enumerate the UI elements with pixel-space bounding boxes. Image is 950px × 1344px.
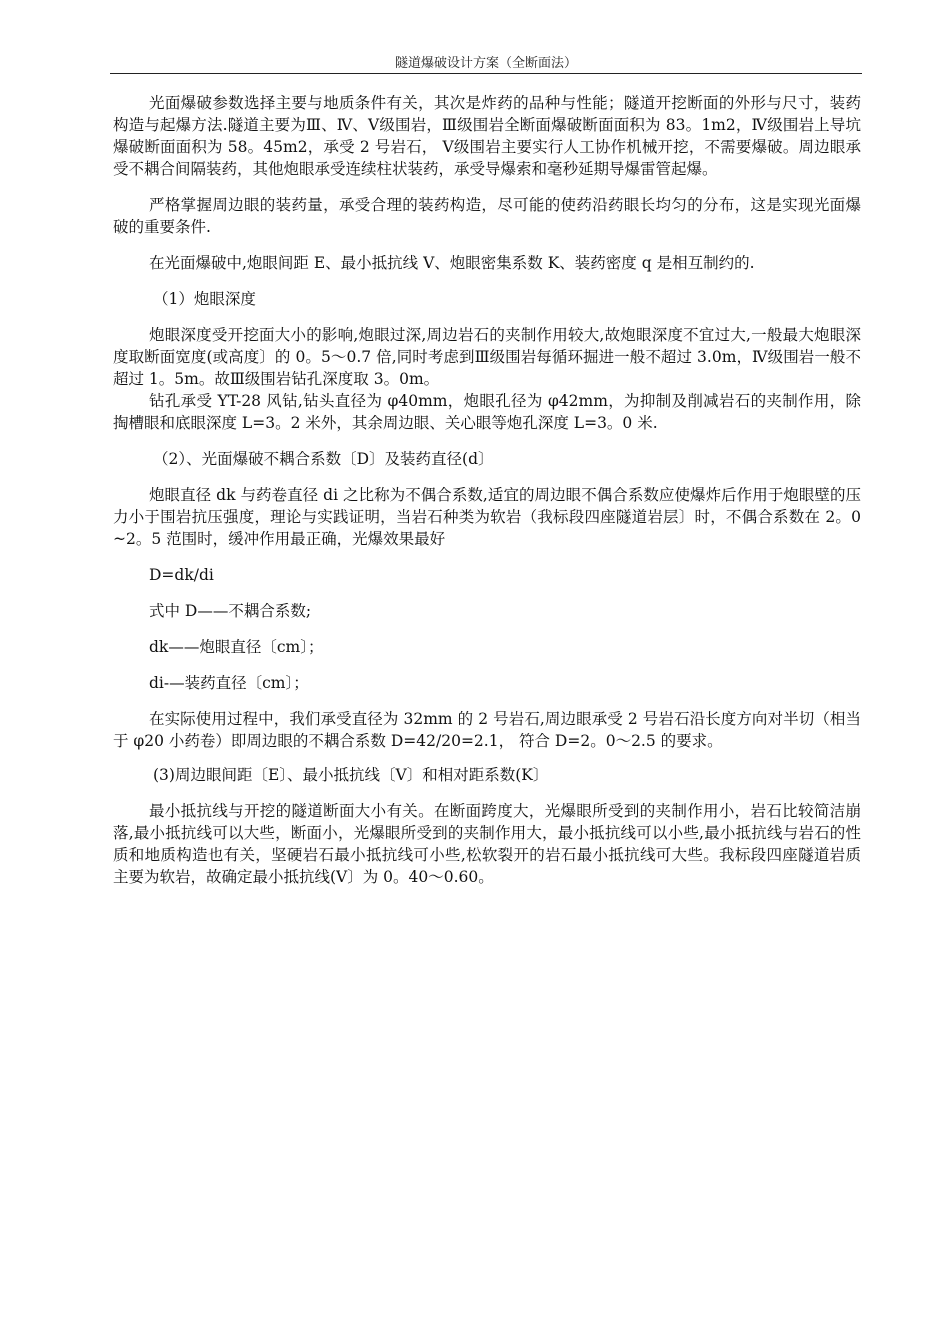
paragraph-minimum-burden: 最小抵抗线与开挖的隧道断面大小有关。在断面跨度大，光爆眼所受到的夹制作用小，岩石比较简洁崩落,最小抵抗线可以大些，断面小，光爆眼所受到的夹制作用大，最小抵抗线可以小些,最小抵抗线与岩石的性质和地质构造也有关，坚硬岩石最小抵抗线可小些,松软裂开的岩石最小抵抗线可大些。我标段四座隧道岩质主要为软岩，故确定最小抵抗线(V〕为 0。40～0.60。 (113, 802, 861, 886)
formula-definition-dk: dk——炮眼直径〔cm〕； (149, 638, 324, 656)
paragraph-hole-depth: 炮眼深度受开挖面大小的影响,炮眼过深,周边岩石的夹制作用较大,故炮眼深度不宜过大,一般最大炮眼深度取断面宽度(或高度〕的 0。5～0.7 倍,同时考虑到Ⅲ级围岩每循环掘进一般不超过 3.0m，Ⅳ级围岩一般不超过 1。5m。故Ⅲ级围岩钻孔深度取 3。0m。 (113, 326, 861, 388)
formula-definition-di: di-—装药直径〔cm〕； (149, 674, 309, 692)
section-heading-spacing-burden: (3)周边眼间距〔E〕、最小抵抗线〔V〕和相对距系数(K〕 (153, 766, 549, 784)
formula-decoupling: D=dk/di (149, 566, 214, 584)
paragraph-smooth-blasting-parameters: 光面爆破参数选择主要与地质条件有关，其次是炸药的品种与性能；隧道开挖断面的外形与尺寸，装药构造与起爆方法.隧道主要为Ⅲ、Ⅳ、Ⅴ级围岩，Ⅲ级围岩全断面爆破断面面积为 83。1m2，Ⅳ级围岩上导坑爆破断面面积为 58。45m2，承受 2 号岩石， Ⅴ级围岩主要实行人工协作机械开挖，不需要爆破。周边眼承受不耦合间隔装药，其他炮眼承受连续柱状装药，承受导爆索和毫秒延期导爆雷管起爆。 (113, 94, 861, 178)
header-divider (110, 73, 862, 74)
section-heading-decoupling-coefficient: （2）、光面爆破不耦合系数〔D〕及装药直径(d〕 (153, 450, 494, 468)
paragraph-parameter-constraints: 在光面爆破中,炮眼间距 E、最小抵抗线 V、炮眼密集系数 K、装药密度 q 是相互制约的. (149, 254, 755, 272)
paragraph-practical-usage: 在实际使用过程中，我们承受直径为 32mm 的 2 号岩石,周边眼承受 2 号岩石沿长度方向对半切（相当于 φ20 小药卷）即周边眼的不耦合系数 D=42/20=2.1， 符合 D=2。0～2.5 的要求。 (113, 710, 861, 750)
paragraph-decoupling-coefficient: 炮眼直径 dk 与药卷直径 di 之比称为不偶合系数,适宜的周边眼不偶合系数应使爆炸后作用于炮眼壁的压力小于围岩抗压强度，理论与实践证明，当岩石种类为软岩（我标段四座隧道岩层〕时，不偶合系数在 2。0~2。5 范围时，缓冲作用最正确，光爆效果最好 (113, 486, 861, 548)
paragraph-charge-control: 严格掌握周边眼的装药量，承受合理的装药构造，尽可能的使药沿药眼长均匀的分布，这是实现光面爆破的重要条件. (113, 196, 861, 236)
section-heading-hole-depth: （1）炮眼深度 (153, 290, 256, 308)
document-body (113, 92, 861, 888)
paragraph-drilling-equipment: 钻孔承受 YT-28 风钻,钻头直径为 φ40mm，炮眼孔径为 φ42mm，为抑制及削减岩石的夹制作用，除掏槽眼和底眼深度 L=3。2 米外，其余周边眼、关心眼等炮孔深度 L=3。0 米. (113, 392, 861, 432)
formula-definition-d: 式中 D——不耦合系数; (149, 602, 312, 620)
page-header-title: 隧道爆破设计方案（全断面法） (394, 56, 577, 71)
